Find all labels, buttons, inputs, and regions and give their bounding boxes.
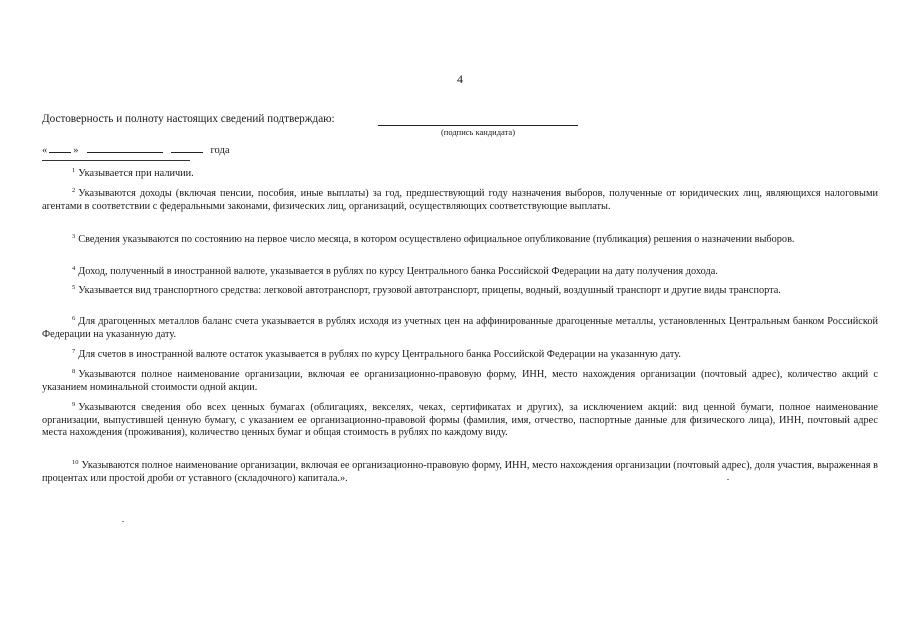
footnote-10: [42, 460, 878, 485]
year-blank: [171, 142, 203, 153]
open-quote: «: [42, 145, 48, 156]
month-blank: [87, 142, 163, 153]
close-quote: »: [73, 145, 79, 156]
confirmation-statement: Достоверность и полноту настоящих сведений подтверждаю:: [42, 113, 335, 125]
year-label: года: [210, 145, 230, 156]
footnote-separator: [42, 160, 190, 161]
footnote-1: [42, 168, 878, 181]
footnote-text: Указываются доходы (включая пенсии, пособия, иные выплаты) за год, предшествующий году назначения выборов, полученные от юридических лиц, являющихся налоговыми агентами в соответствии с федеральными законами, физических лиц, организаций, осуществляющих соответствующие выплаты.: [42, 188, 878, 212]
footnote-number: 5: [72, 283, 76, 291]
footnote-text: Указываются полное наименование организации, включая ее организационно-правовую форму, ИНН, место нахождения организации (почтовый адрес), количество акций с указанием номинальной стоимости одной акции.: [42, 369, 878, 393]
page-number: 4: [457, 72, 463, 86]
footnote-number: 7: [72, 347, 76, 355]
scan-speck: [727, 479, 729, 480]
footnote-text: Указывается при наличии.: [78, 168, 194, 179]
day-blank: [49, 142, 71, 153]
footnote-6: [42, 316, 878, 341]
footnote-number: 8: [72, 367, 76, 375]
date-line: [42, 142, 230, 156]
footnote-text: Указываются полное наименование организации, включая ее организационно-правовую форму, ИНН, место нахождения организации (почтовый адрес), доля участия, выраженная в процентах или простой дроби от уставного (складочного) капитала.».: [42, 460, 878, 484]
footnote-5: [42, 285, 878, 298]
footnote-9: [42, 402, 878, 440]
signature-line: [378, 125, 578, 126]
footnote-text: Указываются сведения обо всех ценных бумагах (облигациях, векселях, чеках, сертификатах и других), за исключением акций: вид ценной бумаги, полное наименование организации, выпустившей ценную бумагу, с указанием ее организационно-правовой формы (фамилия, имя, отчество, паспортные данные для физического лица), ИНН, почтовый адрес места нахождения (проживания), количество ценных бумаг и общая стоимость в рублях по каждому виду.: [42, 402, 878, 439]
footnote-text: Доход, полученный в иностранной валюте, указывается в рублях по курсу Центрального банка Российской Федерации на дату получения дохода.: [78, 266, 718, 277]
footnote-number: 1: [72, 166, 76, 174]
footnote-number: 10: [72, 458, 79, 466]
footnote-number: 6: [72, 314, 76, 322]
footnote-number: 2: [72, 186, 76, 194]
footnote-text: Для счетов в иностранной валюте остаток указывается в рублях по курсу Центрального банка Российской Федерации на указанную дату.: [78, 349, 681, 360]
footnote-text: Для драгоценных металлов баланс счета указывается в рублях исходя из учетных цен на аффинированные драгоценные металлы, установленных Центральным банком Российской Федерации на указанную дату.: [42, 316, 878, 340]
scan-speck: [122, 521, 124, 522]
footnote-number: 9: [72, 400, 76, 408]
footnote-8: [42, 369, 878, 394]
footnote-text: Сведения указываются по состоянию на первое число месяца, в котором осуществлено официальное опубликование (публикация) решения о назначении выборов.: [78, 234, 795, 245]
footnote-4: [42, 266, 878, 279]
signature-caption: (подпись кандидата): [440, 127, 516, 137]
footnote-text: Указывается вид транспортного средства: легковой автотранспорт, грузовой автотранспорт, прицепы, водный, воздушный транспорт и другие виды транспорта.: [78, 285, 781, 296]
footnote-3: [42, 234, 878, 247]
footnote-7: [42, 349, 878, 362]
footnote-number: 3: [72, 232, 76, 240]
footnote-2: [42, 188, 878, 213]
footnote-number: 4: [72, 264, 76, 272]
